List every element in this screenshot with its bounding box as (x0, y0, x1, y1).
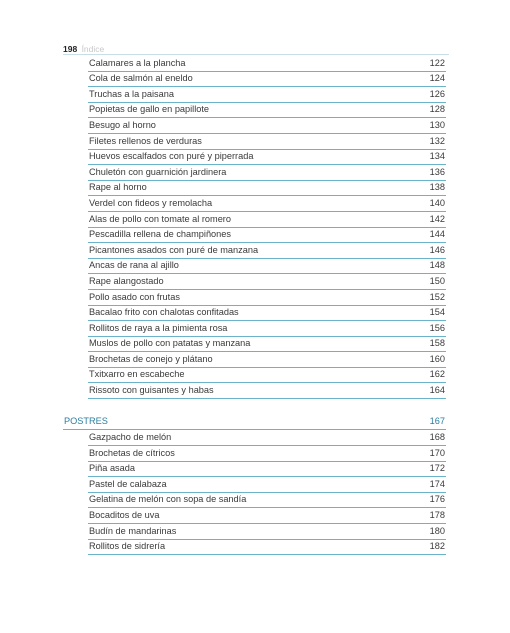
entry-title: Picantones asados con puré de manzana (89, 244, 259, 255)
page-header (63, 44, 104, 54)
entry-title: Piña asada (89, 463, 135, 474)
entry-page: 146 (429, 244, 445, 255)
entry-title: Ancas de rana al ajillo (89, 260, 179, 271)
index-entry (88, 446, 446, 462)
index-entry (88, 150, 446, 166)
index-entry (88, 56, 446, 72)
entry-page: 174 (429, 478, 445, 489)
section-heading-page: 167 (429, 416, 445, 427)
section-heading-postres (63, 415, 446, 431)
entry-title: Cola de salmón al eneldo (89, 73, 193, 84)
entry-title: Rape alangostado (89, 275, 164, 286)
entry-page: 152 (429, 291, 445, 302)
entry-title: Rape al horno (89, 182, 147, 193)
entry-title: Brochetas de cítricos (89, 447, 175, 458)
index-entry (88, 321, 446, 337)
entry-page: 126 (429, 88, 445, 99)
entry-page: 136 (429, 166, 445, 177)
entry-page: 142 (429, 213, 445, 224)
entry-title: Truchas a la paisana (89, 88, 174, 99)
entry-page: 130 (429, 119, 445, 130)
postres-entries (0, 430, 510, 555)
index-entry (88, 368, 446, 384)
entry-title: Rollitos de sidrería (89, 541, 166, 552)
entry-title: Besugo al horno (89, 119, 156, 130)
entry-page: 148 (429, 260, 445, 271)
index-entry (88, 352, 446, 368)
entry-page: 144 (429, 229, 445, 240)
index-entry (88, 72, 446, 88)
index-entry (88, 383, 446, 399)
index-entry (88, 493, 446, 509)
index-entry (88, 196, 446, 212)
index-entry (88, 259, 446, 275)
entry-title: Verdel con fideos y remolacha (89, 197, 213, 208)
index-entry (88, 524, 446, 540)
index-entry (88, 540, 446, 556)
entry-page: 132 (429, 135, 445, 146)
index-entry (88, 118, 446, 134)
entry-title: Popietas de gallo en papillote (89, 104, 210, 115)
entry-title: Pastel de calabaza (89, 478, 167, 489)
entry-page: 128 (429, 104, 445, 115)
entry-page: 172 (429, 463, 445, 474)
entry-page: 164 (429, 385, 445, 396)
index-entry (88, 290, 446, 306)
entry-title: Pollo asado con frutas (89, 291, 180, 302)
entry-page: 176 (429, 494, 445, 505)
entry-page: 180 (429, 525, 445, 536)
index-entry (88, 228, 446, 244)
page-number: 198 (63, 44, 78, 54)
entry-title: Txitxarro en escabeche (89, 369, 185, 380)
entry-title: Brochetas de conejo y plátano (89, 353, 213, 364)
entry-title: Rollitos de raya a la pimienta rosa (89, 322, 228, 333)
index-entry (88, 181, 446, 197)
entry-title: Filetes rellenos de verduras (89, 135, 202, 146)
entry-page: 156 (429, 322, 445, 333)
entry-title: Muslos de pollo con patatas y manzana (89, 338, 251, 349)
entry-title: Calamares a la plancha (89, 57, 186, 68)
entry-title: Bocaditos de uva (89, 510, 160, 521)
entry-title: Rissoto con guisantes y habas (89, 385, 214, 396)
entry-title: Gazpacho de melón (89, 432, 172, 443)
main-entries (0, 56, 510, 399)
entry-page: 170 (429, 447, 445, 458)
index-entry (88, 165, 446, 181)
entry-page: 134 (429, 151, 445, 162)
index-entry (88, 274, 446, 290)
entry-title: Alas de pollo con tomate al romero (89, 213, 231, 224)
entry-page: 178 (429, 510, 445, 521)
entry-page: 140 (429, 197, 445, 208)
index-entry (88, 477, 446, 493)
section-label: Índice (81, 44, 105, 54)
index-entry (88, 508, 446, 524)
index-entry (88, 430, 446, 446)
entry-title: Chuletón con guarnición jardinera (89, 166, 227, 177)
entry-page: 154 (429, 307, 445, 318)
index-entry (88, 462, 446, 478)
entry-title: Bacalao frito con chalotas confitadas (89, 307, 239, 318)
entry-page: 168 (429, 432, 445, 443)
entry-page: 182 (429, 541, 445, 552)
entry-title: Huevos escalfados con puré y piperrada (89, 151, 254, 162)
entry-page: 158 (429, 338, 445, 349)
entry-page: 122 (429, 57, 445, 68)
index-entry (88, 103, 446, 119)
index-list (0, 56, 510, 555)
index-entry (88, 212, 446, 228)
entry-page: 124 (429, 73, 445, 84)
entry-page: 162 (429, 369, 445, 380)
section-heading-title: POSTRES (64, 416, 108, 427)
entry-title: Gelatina de melón con sopa de sandía (89, 494, 247, 505)
entry-page: 160 (429, 353, 445, 364)
entry-page: 150 (429, 275, 445, 286)
section-gap (0, 399, 510, 415)
entry-title: Budín de mandarinas (89, 525, 177, 536)
entry-title: Pescadilla rellena de champiñones (89, 229, 231, 240)
index-entry (88, 243, 446, 259)
entry-page: 138 (429, 182, 445, 193)
index-entry (88, 337, 446, 353)
index-entry (88, 306, 446, 322)
index-entry (88, 134, 446, 150)
index-entry (88, 87, 446, 103)
